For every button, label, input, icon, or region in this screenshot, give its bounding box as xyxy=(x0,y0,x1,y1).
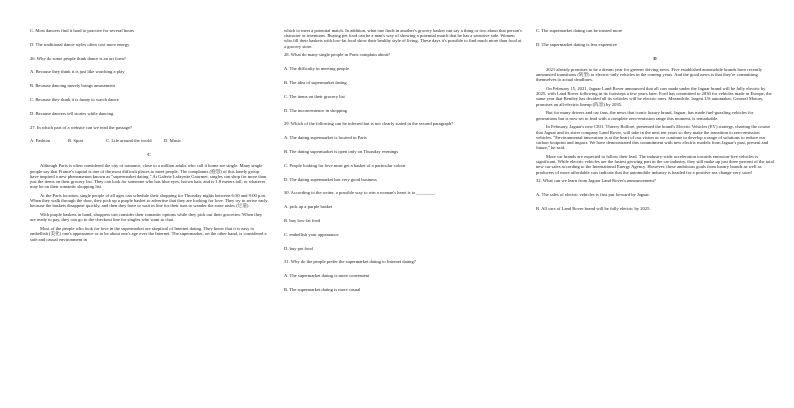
question-29: 29. Which of the following can be inferred but is not clearly stated in the second paragraph? xyxy=(284,121,454,127)
q25-option-c: C. Most dancers find it hard to practice for several hours xyxy=(30,28,134,33)
q29-option-b: B. The dating supermarket is open only on Thursday evenings xyxy=(284,148,399,154)
q29-option-c: C. People looking for love must get a basket of a particular colour xyxy=(284,162,406,168)
q25-option-d: D. The traditional dance styles often cost more energy xyxy=(30,41,130,47)
q28-option-d: D. The inconvenience in shopping xyxy=(284,107,348,113)
q27-option-b: B. Sport xyxy=(68,138,84,144)
question-31: 31. Why do the people prefer the supermarket dating to Internet dating? xyxy=(284,259,416,265)
question-30: 30. According to the writer, a possible way to win a woman's heart is to ________. xyxy=(284,190,436,196)
q30-option-c: C. embellish your appearance xyxy=(284,231,339,237)
section-heading-c: C xyxy=(147,152,151,158)
right-column xyxy=(536,28,774,220)
q27-option-d: D. Music xyxy=(164,138,182,144)
q26-option-c: C. Because they think it is funny to watch dance xyxy=(30,96,119,102)
q32-option-a: A. The sales of electric vehicles is first put forward by Jaguar. xyxy=(536,192,650,198)
q31-option-b: B. The supermarket dating is more casual xyxy=(284,286,361,292)
passage-d-paragraph-2: On February 15, 2021, Jaguar Land Rover announced that all cars made under the Jaguar brand will be fully electric by 2025, with Land Rover following in its footsteps a few years later. Ford has committed to 2030 for vehicles made in Europe, the same year that Bentley has decided all its vehicles will be electric ones. Meanwhile, largest US automaker, General Motors, promises an all-electric lineup (阵容) by 2035. xyxy=(536,86,772,107)
q31-option-c: C. The supermarket dating can be trusted more xyxy=(536,28,623,33)
q27-option-c: C. Life around the world xyxy=(106,138,152,144)
q27-option-a: A. Fashion xyxy=(30,138,51,144)
q29-option-a: A. The dating supermarket is located in Paris xyxy=(284,135,367,141)
passage-d-paragraph-5: More car brands are expected to follow their lead. The industry-wide acceleration towards emission-free vehicles is significant. While electric vehicles are the fastest growing part in the car industry, they still make up just three percent of the total new car sales according to the International Energy Agency. However, these ambitious goals from luxury brands as well as producers of more affordable cars indicate that the automobile industry is headed for a positive sea change very soon! xyxy=(536,154,774,175)
question-32: 32. What can we learn from Jaguar Land Rover's announcement? xyxy=(536,178,656,184)
passage-c-paragraph-4: Most of the people who look for love in the supermarket are skeptical of Internet dating. They know that it is easy to embellish (美化) one's appearance or to be about one's age over the Internet. The supermarket, on the other hand, is considered a safe and casual environment in xyxy=(30,226,267,242)
q30-option-a: A. pick up a purple basket xyxy=(284,204,333,210)
section-heading-d: D xyxy=(653,55,657,61)
q30-option-b: B. buy low-fat food xyxy=(284,217,321,223)
passage-c-paragraph-1: Although Paris is often considered the city of romance, close to a million adults who call it home are single. Many single people say that France's capital is one of the most difficult places to meet people. The complaints (抱怨) of this lonely group have inspired a new phenomenon known as "supermarket dating." At Galerie Lafayette Gourmet, singles can shop for more than just the items on their grocery list. They can look for someone who has blue eyes, brown hair, and is 1.8 meters tall, or whatever may be on their romantic shopping list. xyxy=(30,163,267,190)
left-column xyxy=(30,28,268,245)
q27-options xyxy=(30,138,268,143)
q26-option-a: A. Because they think it is just like watching a play xyxy=(30,69,125,75)
question-26: 26. Why do some people think dance is an art form? xyxy=(30,55,126,61)
q30-option-d: D. buy pet food xyxy=(284,245,313,251)
question-28: 28. What do many single people in Paris complain about? xyxy=(284,52,391,58)
q28-option-b: B. The idea of supermarket dating xyxy=(284,80,347,85)
q31-option-a: A. The supermarket dating is more convenient xyxy=(284,273,370,279)
passage-d-paragraph-1: 2021 already promises to be a dream year for greener driving news. Five established automobile brands have recently announced transitions (转型) to electric-only vehicles in the coming years. And the good news is that they're committing themselves to actual deadlines. xyxy=(536,66,763,83)
passage-d-paragraph-3: But for many drivers and car fans, the news that iconic luxury brand, Jaguar, has made fuel-guzzling vehicles for generations but is now set to lead with a complete zero-emission range this moment, is remarkable. xyxy=(536,110,754,121)
question-27: 27. In which part of a website can we read the passage? xyxy=(30,124,133,130)
passage-c-paragraph-4-continued: which to meet a potential match. In addition, what one finds in another's grocery basket can say a thing or two about that person's character or intentions. Buying pet food can be a man's way of showing a potential match that he has a sensitive side. Women who fill their baskets with low-fat food show their healthy style of living. These days it's possible to find much more than food at a grocery store. xyxy=(284,28,522,49)
middle-column xyxy=(284,28,522,301)
q26-option-d: D. Because dancers tell stories while dancing xyxy=(30,110,114,116)
q32-option-b: B. All cars of Land Rover brand will be fully electric by 2025. xyxy=(536,206,651,212)
passage-d-paragraph-4: In February, Jaguar's new CEO, Thierry Bolloré, presented the brand's Electric Vehicles (EV) strategy, charting the course that Jaguar and its sister company Land Rover, will take in the next ten years so they make the transition to zero-emission vehicles. "Environmental innovation is at the heart of our vision as we continue to develop a range of solutions to reduce our carbon footprint and impact. We have demonstrated this commitment with new electric models from Jaguar's past, present and future," he said. xyxy=(536,124,771,151)
passage-c-paragraph-2: At the Paris location, single people of all ages can schedule their shopping for Thursday nights between 6:30 and 9:00 p.m. When they walk through the door, they pick up a purple basket to advertise that they are looking for love. They try to arrive early because the baskets disappear quickly, and then they have to wait in line for their turn to wander the store aisles (过道). xyxy=(30,192,268,209)
passage-c-paragraph-3: With purple baskets in hand, shoppers can consider their romantic options while they pick out their groceries. When they are ready to pay, they can go to the checkout line for singles who want to chat. xyxy=(30,212,263,223)
q26-option-b: B. Because dancing merely brings amusement xyxy=(30,83,115,89)
q28-option-a: A. The difficulty in meeting people xyxy=(284,66,349,72)
q28-option-c: C. The items on their grocery list xyxy=(284,93,345,99)
q29-option-d: D. The dating supermarket has very good business xyxy=(284,176,377,182)
q31-option-d: D. The supermarket dating is less expensive xyxy=(536,41,617,47)
